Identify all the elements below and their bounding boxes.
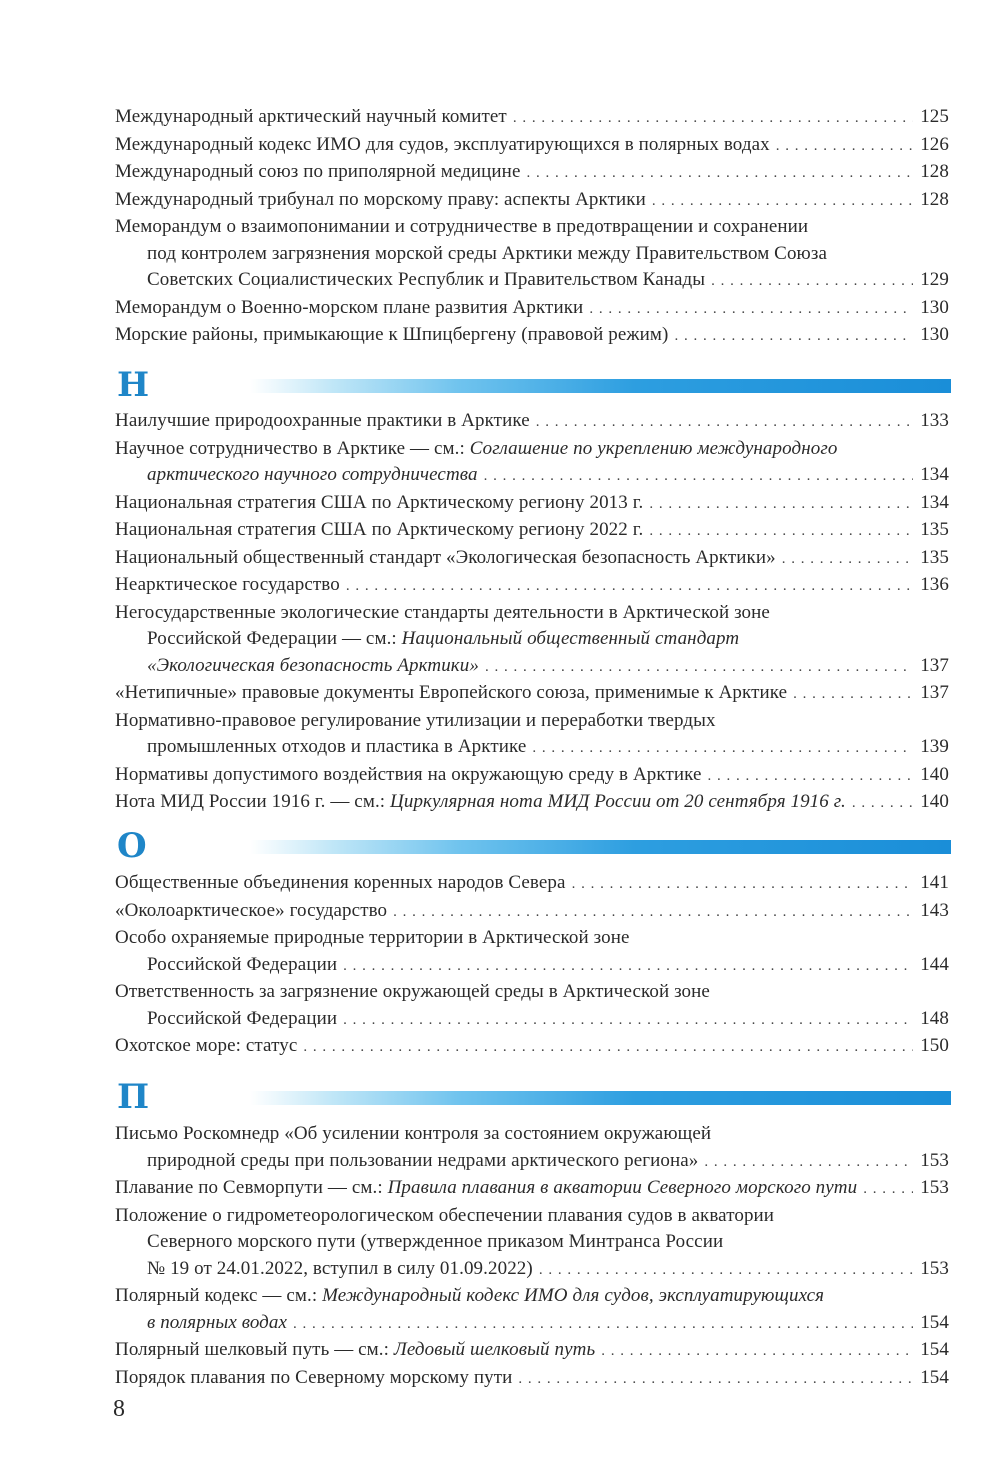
- index-entry-line: «Экологическая безопасность Арктики» . . . 137: [115, 653, 949, 681]
- index-entry: [115, 1121, 949, 1175]
- page-reference: 139: [920, 736, 949, 757]
- section-header-p: [115, 1077, 951, 1117]
- page-reference: 150: [920, 1035, 949, 1056]
- page-reference: 135: [920, 546, 949, 568]
- index-entry-line: Наилучшие природоохранные практики в Арктике . . . 133: [115, 408, 949, 436]
- index-entry-line: Национальная стратегия США по Арктическому региону 2013 г. . . . 134: [115, 490, 949, 518]
- index-entry-line: Неарктическое государство . . . 136: [115, 572, 949, 600]
- page-reference: 143: [920, 899, 949, 921]
- page-reference: 140: [920, 791, 949, 812]
- leader-dots: [649, 490, 913, 518]
- leader-dots: [485, 653, 913, 681]
- index-entry-line: под контролем загрязнения морской среды Арктики между Правительством Союза: [147, 242, 827, 264]
- index-entry: [115, 1283, 949, 1337]
- index-entry: [115, 898, 949, 926]
- page-reference: 141: [920, 872, 949, 893]
- leader-dots: [589, 295, 913, 323]
- page-reference: 144: [920, 953, 949, 975]
- section-header-n: [115, 365, 951, 405]
- index-entry: [115, 979, 949, 1033]
- index-entry: [115, 490, 949, 518]
- index-entry: [115, 708, 949, 762]
- index-entry: [115, 680, 949, 708]
- leader-dots: [393, 898, 913, 926]
- index-entry-line: Положение о гидрометеорологическом обеспечении плавания судов в акватории: [115, 1204, 775, 1226]
- page-reference: 133: [920, 410, 949, 431]
- index-entry: [115, 1203, 949, 1284]
- index-entry-line: Негосударственные экологические стандарты деятельности в Арктической зоне: [115, 601, 770, 623]
- index-entry-line: Международный кодекс ИМО для судов, эксплуатирующихся в полярных водах . . . 126: [115, 132, 949, 160]
- index-entry-line: Меморандум о Военно-морском плане развития Арктики . . . 130: [115, 295, 949, 323]
- section-bar-p: [250, 1091, 951, 1105]
- index-entry-line: Российской Федерации . . . 144: [115, 952, 949, 980]
- index-entry: [115, 600, 949, 681]
- index-entry-line: Северного морского пути (утвержденное приказом Минтранса России: [147, 1231, 724, 1252]
- index-entry: [115, 572, 949, 600]
- section-letter-o: О: [117, 826, 147, 866]
- index-entry-line: Порядок плавания по Северному морскому пути . . . 154: [115, 1365, 949, 1393]
- page-reference: 130: [920, 296, 949, 318]
- index-entry: [115, 322, 949, 350]
- index-entry-line: Полярный кодекс — см.: Международный кодекс ИМО для судов, эксплуатирующихся: [115, 1285, 825, 1306]
- index-entry: [115, 104, 949, 132]
- index-entry: [115, 214, 949, 295]
- page-reference: 136: [920, 574, 949, 595]
- page-reference: 125: [920, 106, 949, 127]
- page-reference: 154: [920, 1339, 949, 1360]
- index-entry-line: Международный союз по приполярной медицине . . . 128: [115, 159, 949, 187]
- index-entry-line: арктического научного сотрудничества . . . 134: [115, 462, 949, 490]
- section-p-entries: [115, 1121, 949, 1392]
- leader-dots: [513, 104, 913, 132]
- leader-dots: [708, 762, 913, 790]
- leader-dots: [343, 952, 913, 980]
- page-reference: 134: [920, 491, 949, 513]
- leader-dots: [652, 187, 913, 215]
- index-entry-line: Научное сотрудничество в Арктике — см.: Соглашение по укреплению международного: [115, 437, 838, 459]
- index-entry-line: Охотское море: статус . . . 150: [115, 1033, 949, 1061]
- index-entry: [115, 789, 949, 817]
- index-entry-line: Письмо Роскомнедр «Об усилении контроля за состоянием окружающей: [115, 1123, 712, 1144]
- index-entry: [115, 1337, 949, 1365]
- section-letter-n: Н: [117, 365, 150, 405]
- index-entry: [115, 436, 949, 490]
- leader-dots: [484, 462, 913, 490]
- page-reference: 128: [920, 188, 949, 210]
- leader-dots: [346, 572, 913, 600]
- leader-dots: [649, 517, 913, 545]
- index-entry-line: Нормативы допустимого воздействия на окружающую среду в Арктике . . . 140: [115, 762, 949, 790]
- leader-dots: [863, 1175, 913, 1203]
- leader-dots: [674, 322, 913, 350]
- index-entry: [115, 408, 949, 436]
- section-n-entries: [115, 408, 949, 817]
- index-entry-line: промышленных отходов и пластика в Арктике . . . 139: [115, 734, 949, 762]
- page-number: 8: [113, 1396, 125, 1422]
- section-bar-n: [250, 379, 951, 393]
- index-entry-line: в полярных водах . . . 154: [115, 1310, 949, 1338]
- index-entry-line: Общественные объединения коренных народов Севера . . . 141: [115, 870, 949, 898]
- index-entry: [115, 1365, 949, 1393]
- index-entry-line: Международный арктический научный комитет . . . 125: [115, 104, 949, 132]
- page-reference: 153: [920, 1149, 949, 1171]
- page-reference: 130: [920, 324, 949, 345]
- leader-dots: [852, 789, 913, 817]
- index-entry-line: Советских Социалистических Республик и Правительством Канады . . . 129: [115, 267, 949, 295]
- page-reference: 135: [920, 519, 949, 540]
- index-entry-line: Российской Федерации . . . 148: [115, 1006, 949, 1034]
- section-letter-p: П: [117, 1077, 150, 1117]
- leader-dots: [539, 1256, 913, 1284]
- page-reference: 137: [920, 654, 949, 676]
- section-header-o: [115, 826, 951, 866]
- index-entry-line: Ответственность за загрязнение окружающей среды в Арктической зоне: [115, 981, 710, 1002]
- index-entry-line: природной среды при пользовании недрами арктического региона» . . . 153: [115, 1148, 949, 1176]
- index-entry-line: Международный трибунал по морскому праву: аспекты Арктики . . . 128: [115, 187, 949, 215]
- page-reference: 153: [920, 1257, 949, 1279]
- leader-dots: [572, 870, 913, 898]
- leader-dots: [776, 132, 913, 160]
- leader-dots: [782, 545, 913, 573]
- section-m-entries: [115, 104, 949, 350]
- leader-dots: [601, 1337, 913, 1365]
- leader-dots: [526, 159, 913, 187]
- leader-dots: [343, 1006, 913, 1034]
- leader-dots: [536, 408, 913, 436]
- index-entry-line: Полярный шелковый путь — см.: Ледовый шелковый путь . . . 154: [115, 1337, 949, 1365]
- index-entry: [115, 132, 949, 160]
- index-entry: [115, 1033, 949, 1061]
- page-reference: 153: [920, 1177, 949, 1198]
- page-reference: 126: [920, 133, 949, 155]
- index-entry-line: Меморандум о взаимопонимании и сотрудничестве в предотвращении и сохранении: [115, 216, 809, 237]
- index-entry-line: Российской Федерации — см.: Национальный общественный стандарт: [147, 628, 740, 649]
- page-reference: 134: [920, 464, 949, 485]
- leader-dots: [303, 1033, 913, 1061]
- index-entry-line: Морские районы, примыкающие к Шпицбергену (правовой режим) . . . 130: [115, 322, 949, 350]
- index-entry-line: «Околоарктическое» государство . . . 143: [115, 898, 949, 926]
- index-entry: [115, 295, 949, 323]
- page-reference: 148: [920, 1007, 949, 1029]
- index-entry: [115, 762, 949, 790]
- index-entry-line: «Нетипичные» правовые документы Европейского союза, применимые к Арктике . . . 137: [115, 680, 949, 708]
- leader-dots: [704, 1148, 913, 1176]
- index-entry-line: Национальная стратегия США по Арктическому региону 2022 г. . . . 135: [115, 517, 949, 545]
- leader-dots: [518, 1365, 913, 1393]
- leader-dots: [793, 680, 913, 708]
- section-bar-o: [250, 840, 951, 854]
- page-reference: 140: [920, 763, 949, 785]
- index-entry: [115, 187, 949, 215]
- index-entry: [115, 870, 949, 898]
- index-entry: [115, 925, 949, 979]
- page-reference: 154: [920, 1311, 949, 1333]
- page-reference: 154: [920, 1366, 949, 1388]
- index-entry-line: Нота МИД России 1916 г. — см.: Циркулярная нота МИД России от 20 сентября 1916 г. . . . 140: [115, 789, 949, 817]
- page-reference: 137: [920, 682, 949, 703]
- index-entry-line: Нормативно-правовое регулирование утилизации и переработки твердых: [115, 709, 716, 731]
- index-entry: [115, 517, 949, 545]
- index-entry-line: Особо охраняемые природные территории в Арктической зоне: [115, 927, 630, 948]
- section-o-entries: [115, 870, 949, 1061]
- index-entry: [115, 1175, 949, 1203]
- leader-dots: [711, 267, 913, 295]
- index-entry-line: № 19 от 24.01.2022, вступил в силу 01.09.2022) . . . 153: [115, 1256, 949, 1284]
- leader-dots: [532, 734, 913, 762]
- index-entry: [115, 159, 949, 187]
- index-entry-line: Плавание по Севморпути — см.: Правила плавания в акватории Северного морского пути . . . 153: [115, 1175, 949, 1203]
- index-entry: [115, 545, 949, 573]
- page-reference: 129: [920, 269, 949, 290]
- leader-dots: [293, 1310, 913, 1338]
- page-reference: 128: [920, 161, 949, 182]
- index-entry-line: Национальный общественный стандарт «Экологическая безопасность Арктики» . . . 135: [115, 545, 949, 573]
